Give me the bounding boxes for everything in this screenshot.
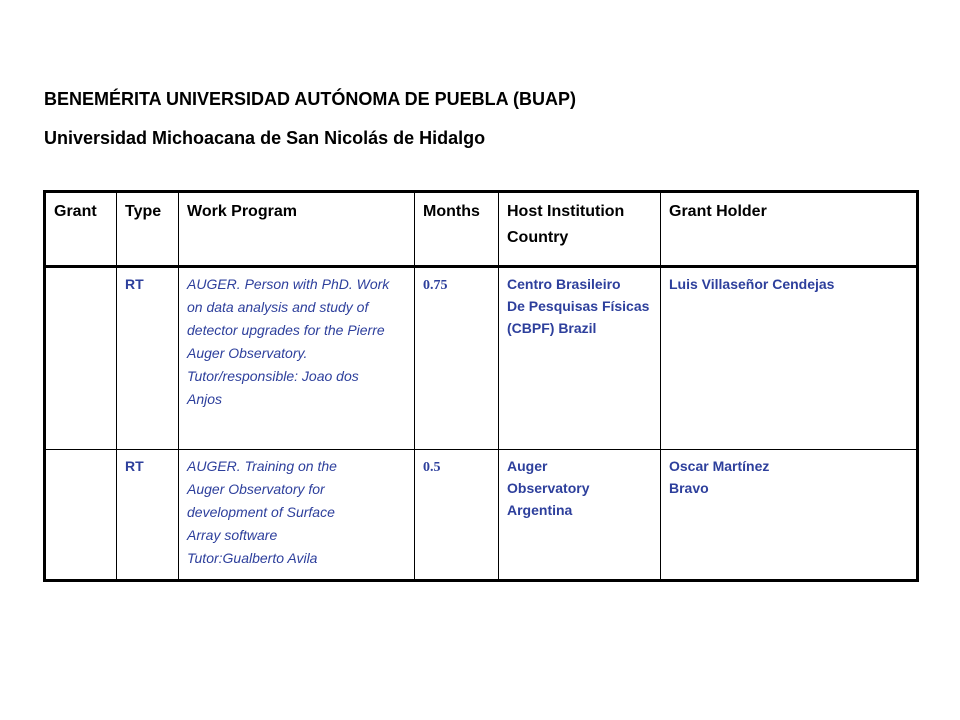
holder-line: Oscar Martínez — [669, 458, 770, 474]
work-program-line: Auger Observatory for — [187, 481, 325, 497]
work-program-line: Tutor:Gualberto Avila — [187, 550, 318, 566]
cell-work-program — [179, 450, 415, 581]
header-host-line1: Host Institution — [507, 203, 625, 220]
host-line: Centro Brasileiro — [507, 276, 621, 292]
type-value: RT — [125, 276, 144, 292]
months-value: 0.5 — [423, 460, 441, 475]
type-value: RT — [125, 458, 144, 474]
cell-months — [415, 450, 499, 581]
cell-host-institution — [499, 450, 661, 581]
work-program-line: Tutor/responsible: Joao dos — [187, 368, 359, 384]
heading-university-1: BENEMÉRITA UNIVERSIDAD AUTÓNOMA DE PUEBLA (BUAP) — [44, 89, 577, 109]
work-program-line: Auger Observatory. — [187, 345, 308, 361]
grants-table — [43, 190, 919, 582]
header-grant: Grant — [45, 192, 117, 267]
work-program-line: AUGER. Training on the — [187, 458, 337, 474]
cell-type — [117, 267, 179, 450]
host-line: Argentina — [507, 502, 573, 518]
work-program-line: Array software — [187, 527, 278, 543]
cell-grant-holder — [661, 450, 918, 581]
cell-grant-holder — [661, 267, 918, 450]
cell-type — [117, 450, 179, 581]
host-line: Observatory — [507, 480, 590, 496]
header-months: Months — [415, 192, 499, 267]
cell-months — [415, 267, 499, 450]
host-line: (CBPF) Brazil — [507, 320, 597, 336]
work-program-line: on data analysis and study of — [187, 299, 369, 315]
table-row — [45, 450, 918, 581]
holder-line: Bravo — [669, 480, 709, 496]
table-row — [45, 267, 918, 450]
header-grant-holder: Grant Holder — [661, 192, 918, 267]
header-host-line2: Country — [507, 229, 569, 246]
heading-university-2: Universidad Michoacana de San Nicolás de Hidalgo — [44, 128, 486, 148]
header-type: Type — [117, 192, 179, 267]
work-program-line: Anjos — [187, 391, 223, 407]
months-value: 0.75 — [423, 278, 448, 293]
header-host-institution — [499, 192, 661, 267]
cell-host-institution — [499, 267, 661, 450]
table-header-row — [45, 192, 918, 267]
host-line: Auger — [507, 458, 548, 474]
cell-work-program — [179, 267, 415, 450]
header-work-program: Work Program — [179, 192, 415, 267]
cell-grant — [45, 267, 117, 450]
work-program-line: development of Surface — [187, 504, 335, 520]
holder-line: Luis Villaseñor Cendejas — [669, 276, 835, 292]
work-program-line: detector upgrades for the Pierre — [187, 322, 385, 338]
work-program-line: AUGER. Person with PhD. Work — [187, 276, 390, 292]
host-line: De Pesquisas Físicas — [507, 298, 650, 314]
cell-grant — [45, 450, 117, 581]
